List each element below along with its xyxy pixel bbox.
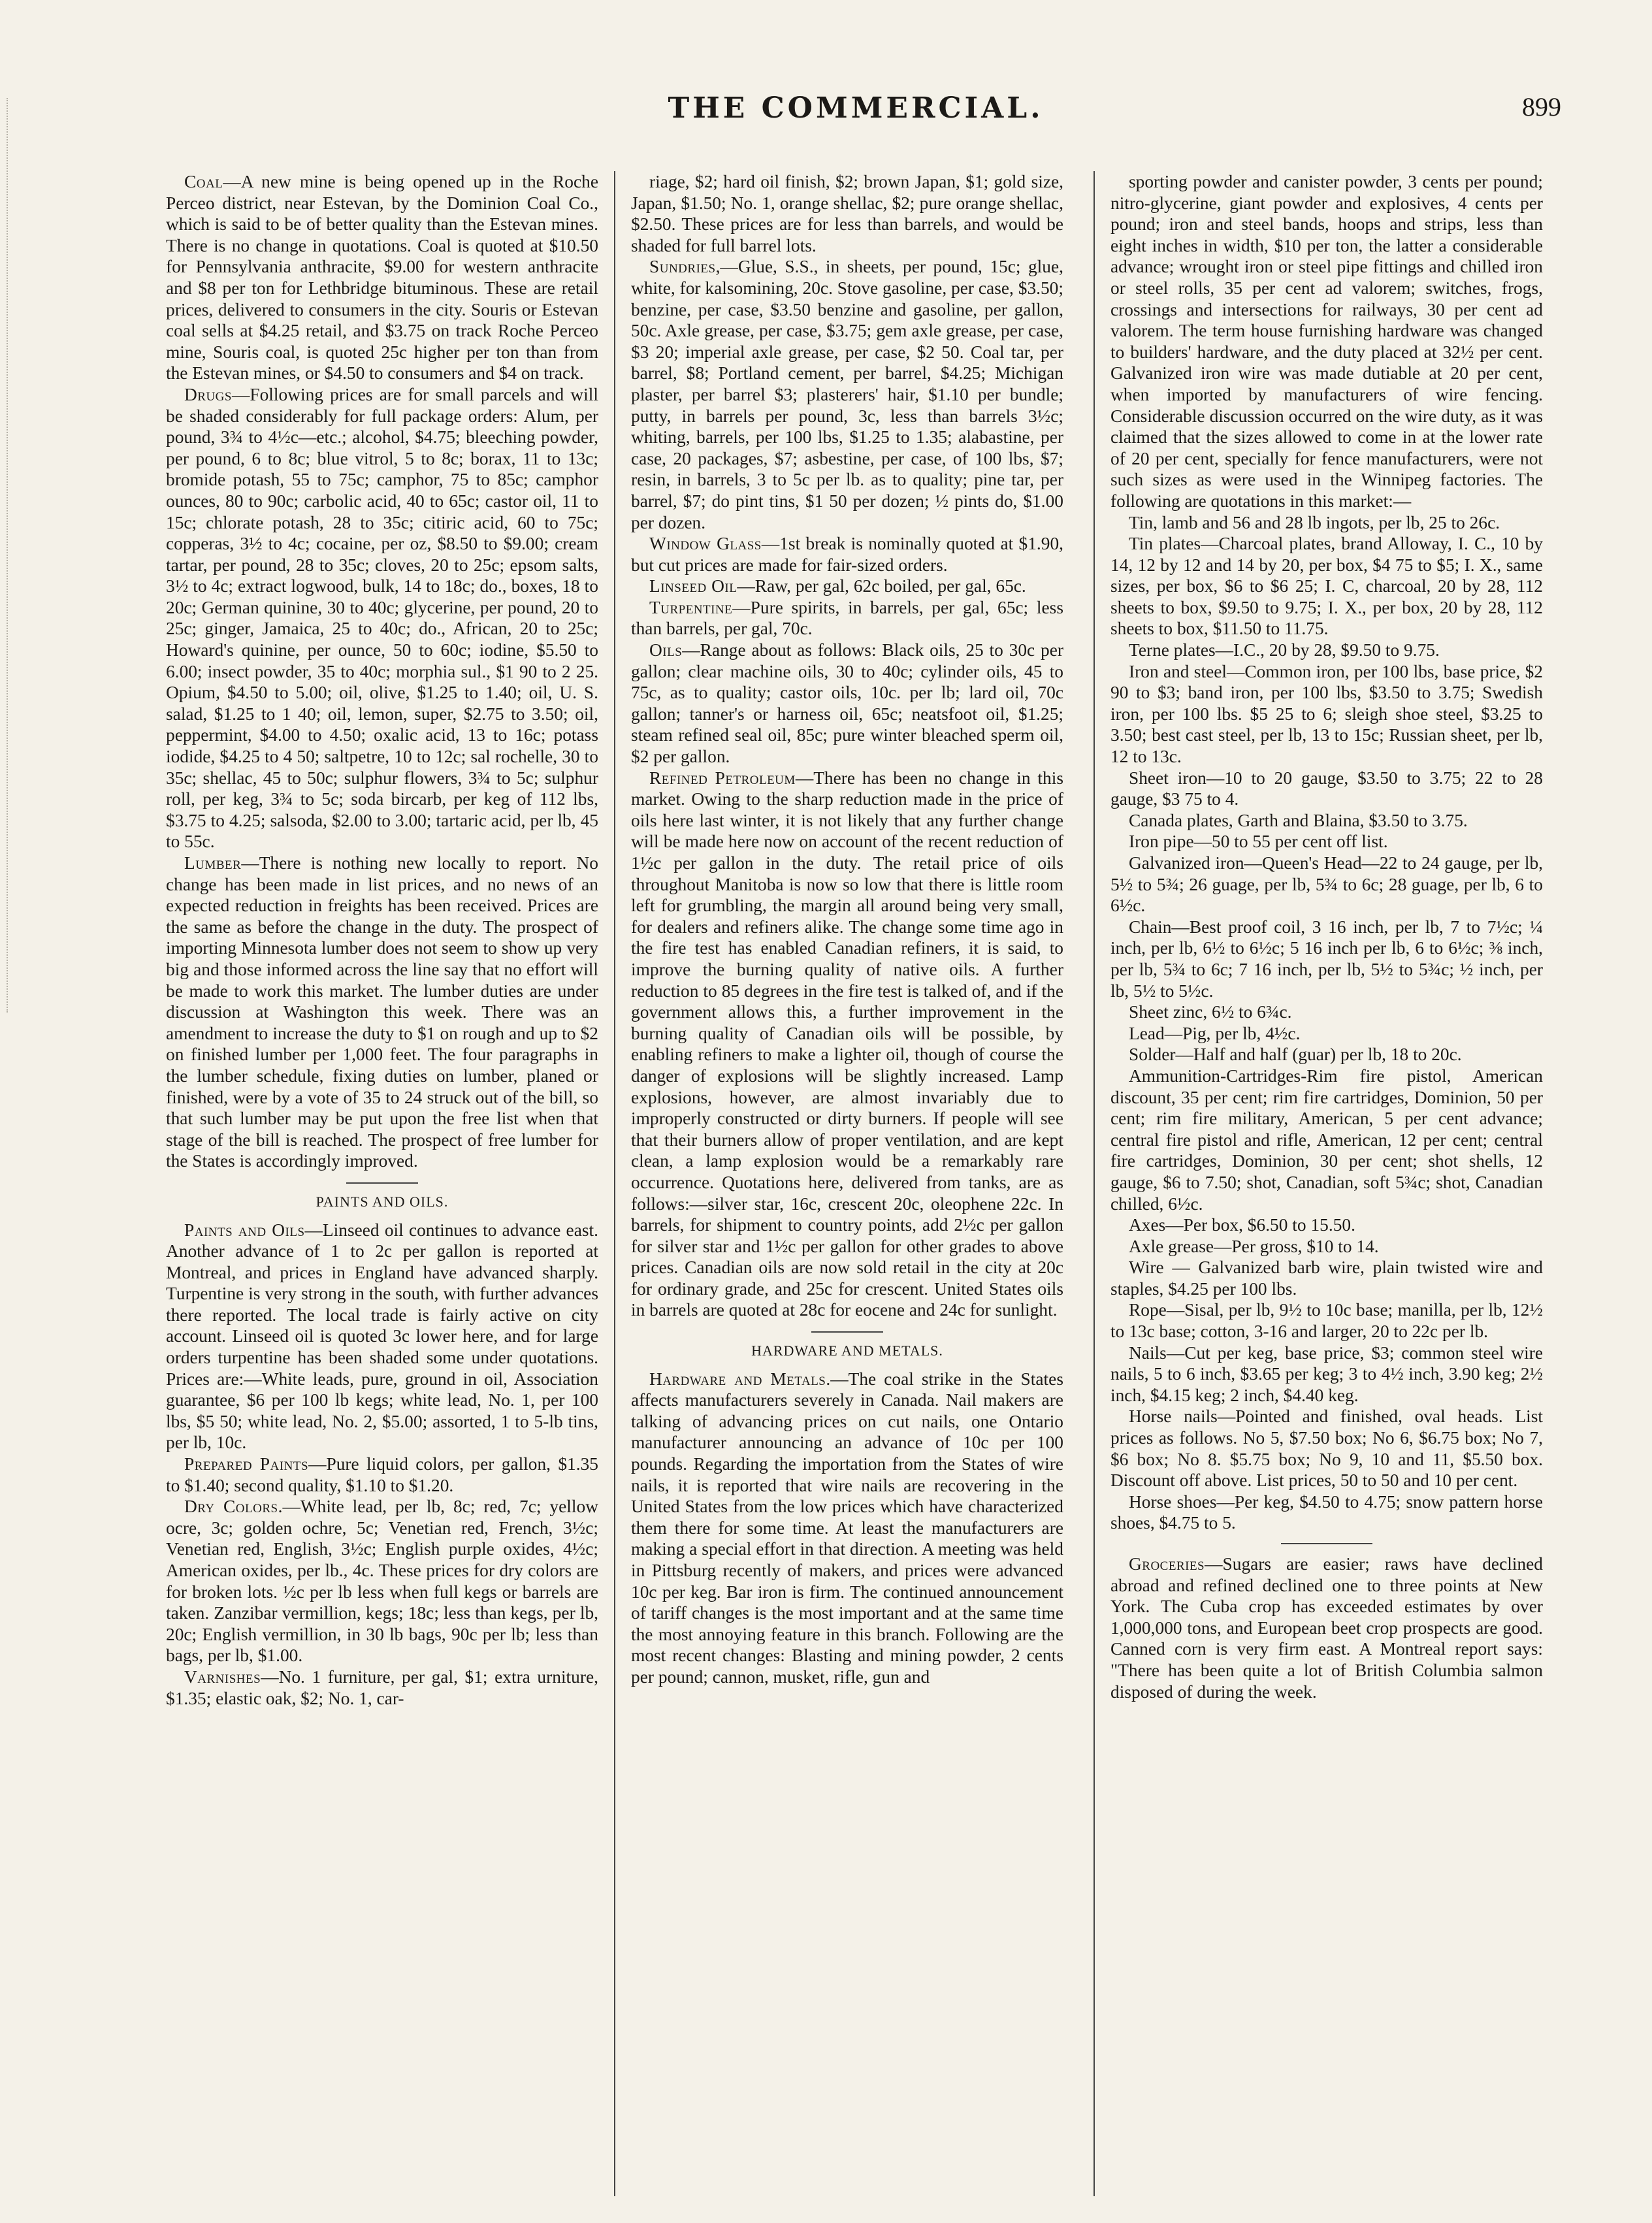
paragraph-lead: Hardware and Metals: [649, 1369, 826, 1389]
paragraph-text: —There has been no change in this market. Owing to the sharp reduction made in the price of oils here last winter, it is not likely that any further change will be made here now on account of the recent reduction of 1½c per gallon in the duty. The retail price of oils throughout Manitoba is now so low that there is little room left for grumbling, the margin all around being very small, for dealers and refiners alike. The change some time ago in the fire test has enabled Canadian refiners, it is said, to improve the burning quality of native oils. A further reduction to 85 degrees in the fire test is talked of, and if the government allows this, a further improvement in the burning quality of Canadian oils will be possible, by enabling refiners to make a lighter oil, though of course the danger of explosions will be slightly increased. Lamp explosions, however, are almost invariably due to improperly constructed or dirty burners. If people will see that their burners allow of proper ventilation, and are kept clean, a lamp explosion would be a remarkably rare occurrence. Quotations here, delivered from tanks, are as follows:—silver star, 16c, crescent 20c, oleophene 22c. In barrels, for shipment to country points, add 2½c per gallon for silver star and 1½c per gallon for other grades to above prices. Canadian oils are now sold retail in the city at 20c for ordinary grade, and 25c for crescent. United States oils in barrels are quoted at 28c for eocene and 24c for sunlight.: [631, 768, 1063, 1320]
article-paragraph: [631, 533, 1063, 576]
article-paragraph: [166, 1666, 598, 1709]
article-paragraph: [166, 171, 598, 384]
section-divider: [1281, 1543, 1372, 1544]
article-paragraph: [1110, 1491, 1543, 1534]
article-paragraph: [1110, 917, 1543, 1001]
paragraph-text: Horse shoes—Per keg, $4.50 to 4.75; snow pattern horse shoes, $4.75 to 5.: [1110, 1491, 1543, 1533]
article-paragraph: [1110, 1214, 1543, 1236]
article-paragraph: [631, 768, 1063, 1321]
article-paragraph: [1110, 1406, 1543, 1491]
paragraph-text: Nails—Cut per keg, base price, $3; common steel wire nails, 5 to 6 inch, $3.65 per keg; 3 to 4½ inch, 3.90 keg; 2½ inch, $4.15 keg; 2 inch, $4.40 keg.: [1110, 1342, 1543, 1405]
paragraph-lead: Groceries: [1129, 1554, 1205, 1574]
article-paragraph: [1110, 640, 1543, 661]
paragraph-text: —Range about as follows: Black oils, 25 to 30c per gallon; clear machine oils, 30 to 40c; cylinder oils, 45 to 75c, as to quality; castor oils, 10c. per lb; lard oil, 70c gallon; tanner's or harness oil, 65c; neatsfoot oil, $1.25; steam refined seal oil, 85c; pure winter bleached sperm oil, $2 per gallon.: [631, 640, 1063, 767]
article-paragraph: [1110, 512, 1543, 534]
paragraph-text: —A new mine is being opened up in the Roche Perceo district, near Estevan, by the Dominion Coal Co., which is said to be of better quality than the Estevan mines. There is no change in quotations. Coal is quoted at $10.50 for Pennsylvania anthracite, $9.00 for western anthracite and $8 per ton for Lethbridge bituminous. These are retail prices, delivered to consumers in the city. Souris or Estevan coal sells at $4.25 retail, and $3.75 on track Roche Perceo mine, Souris coal, is quoted 25c higher per ton than from the Estevan mines, or $4.50 to consumers and $4 on track.: [166, 172, 598, 383]
paragraph-text: Galvanized iron—Queen's Head—22 to 24 gauge, per lb, 5½ to 5¾; 26 guage, per lb, 5¾ to 6c; 28 guage, per lb, 6 to 6½c.: [1110, 853, 1543, 916]
paragraph-text: sporting powder and canister powder, 3 cents per pound; nitro-glycerine, giant powder and explosives, 4 cents per pound; iron and steel bands, hoops and strips, less than eight inches in width, $10 per ton, the latter a considerable advance; wrought iron or steel pipe fittings and chilled iron or steel rolls, 35 per cent ad valorem; switches, frogs, crossings and intersections for railways, 30 per cent ad valorem. The term house furnishing hardware was changed to builders' hardware, and the duty placed at 32½ per cent. Galvanized iron wire was made dutiable at 20 per cent, when imported by manufacturers of wire fencing. Considerable discussion occurred on the wire duty, as it was claimed that the sizes allowed to come in at the lower rate of 20 per cent, specially for fence manufacturers, were not such sizes as were used in the Winnipeg factories. The following are quotations in this market:—: [1110, 172, 1543, 511]
paragraph-lead: Linseed Oil: [649, 576, 737, 596]
paragraph-text: Lead—Pig, per lb, 4½c.: [1129, 1023, 1301, 1043]
section-heading: PAINTS AND OILS.: [166, 1182, 598, 1213]
article-paragraph: [1110, 1001, 1543, 1023]
article-paragraph: [166, 852, 598, 1172]
article-paragraph: [1110, 1065, 1543, 1214]
margin-scan-marks: [7, 98, 47, 1013]
article-paragraph: [631, 1369, 1063, 1688]
paragraph-text: Ammunition-Cartridges-Rim fire pistol, American discount, 35 per cent; rim fire cartridges, Dominion, 50 per cent; rim fire military, American, 5 per cent advance; central fire pistol and rifle, American, 12 per cent; central fire cartridges, Dominion, 30 per cent; shot shells, 12 gauge, $6 to 7.50; shot, Canadian, soft 5¾c; shot, Canadian chilled, 6½c.: [1110, 1065, 1543, 1214]
article-paragraph: [1110, 810, 1543, 832]
article-paragraph: [631, 640, 1063, 768]
paragraph-lead: Drugs: [184, 384, 232, 404]
article-paragraph: [1110, 1299, 1543, 1342]
paragraph-text: Horse nails—Pointed and finished, oval heads. List prices as follows. No 5, $7.50 box; No 6, $6.75 box; No 7, $6 box; No 8. $5.75 box; No 9, 10 and 11, $5.50 box. Discount off above. List prices, 50 to 50 and 10 per cent.: [1110, 1406, 1543, 1491]
paragraph-text: Chain—Best proof coil, 3 16 inch, per lb, 7 to 7½c; ¼ inch, per lb, 6½ to 6½c; 5 16 inch per lb, 6 to 6½c; ⅜ inch, per lb, 5¾ to 6c; 7 16 inch, per lb, 5½ to 5¾c; ½ inch, per lb, 5½ to 5½c.: [1110, 917, 1543, 1001]
paragraph-text: —There is nothing new locally to report. No change has been made in list prices, and no news of an expected reduction in freights has been received. Prices are the same as before the change in the duty. The prospect of importing Minnesota lumber does not seem to show up very big and those informed across the line say that no effort will be made to work this market. The lumber duties are under discussion at Washington this week. There was an amendment to increase the duty to $1 on rough and up to $2 on finished lumber per 1,000 feet. The four paragraphs in the lumber schedule, fixing duties on lumber, planed or finished, were by a vote of 35 to 24 struck out of the bill, so that such lumber may be put upon the free list when that stage of the bill is reached. The prospect of free lumber for the States is accordingly improved.: [166, 853, 598, 1171]
column-2: [631, 171, 1063, 2196]
paragraph-text: —1st break is nominally quoted at $1.90, but cut prices are made for fair-sized orders.: [631, 534, 1063, 575]
paragraph-text: ,—Glue, S.S., in sheets, per pound, 15c; glue, white, for kalsomining, 20c. Stove gasoline, per case, $3.50; benzine, per case, $3.50 benzine and gasoline, per gallon, 50c. Axle grease, per case, $3.75; gem axle grease, per case, $3 20; imperial axle grease, per case, $2 50. Coal tar, per barrel, $8; Portland cement, per barrel, $4.25; Michigan plaster, per barrel $3; plasterers' hair, $1.10 per bundle; putty, in barrels per pound, 3c, less than barrels 3½c; whiting, barrels, per 100 lbs, $1.25 to 1.35; alabastine, per case, 20 packages, $7; asbestine, per case, of 100 lbs, $7; resin, in barrels, 3 to 5c per lb. as to quality; pine tar, per barrel, $7; do pint tins, $1 50 per dozen; ½ pints do, $1.00 per dozen.: [631, 257, 1063, 532]
article-paragraph: [1110, 1553, 1543, 1702]
paragraph-text: Tin plates—Charcoal plates, brand Alloway, I. C., 10 by 14, 12 by 12 and 14 by 20, per box, $4 75 to $5; I. X., same sizes, per box, $6 to $6 25; I. C, charcoal, 20 by 28, 112 sheets to box, $9.50 to 9.75; I. X., per box, 20 by 28, 112 sheets to box, $11.50 to 11.75.: [1110, 534, 1543, 639]
paragraph-lead: Varnishes: [184, 1666, 261, 1687]
column-rule-1: [614, 171, 615, 2196]
paragraph-text: riage, $2; hard oil finish, $2; brown Japan, $1; gold size, Japan, $1.50; No. 1, orange shellac, $2; pure orange shellac, $2.50. These prices are for less than barrels, and would be shaded for full barrel lots.: [631, 172, 1063, 255]
paragraph-text: Sheet zinc, 6½ to 6¾c.: [1129, 1002, 1292, 1022]
paragraph-text: Axle grease—Per gross, $10 to 14.: [1129, 1236, 1379, 1256]
article-paragraph: [631, 597, 1063, 640]
paragraph-lead: Dry Colors: [184, 1497, 278, 1517]
article-paragraph: [1110, 1023, 1543, 1045]
paragraph-text: Rope—Sisal, per lb, 9½ to 10c base; manilla, per lb, 12½ to 13c base; cotton, 3-16 and larger, 20 to 22c per lb.: [1110, 1300, 1543, 1342]
paragraph-text: Solder—Half and half (guar) per lb, 18 to 20c.: [1129, 1045, 1462, 1065]
paragraph-text: —No. 1 furniture, per gal, $1; extra urniture, $1.35; elastic oak, $2; No. 1, car-: [166, 1666, 598, 1708]
paragraph-text: —Linseed oil continues to advance east. Another advance of 1 to 2c per gallon is reported at Montreal, and prices in England have advanced sharply. Turpentine is very strong in the south, with further advances there reported. The local trade is fairly active on city account. Linseed oil is quoted 3c lower here, and for large orders turpentine has been shaded some under quotations. Prices are:—White leads, pure, ground in oil, Association guarantee, $6 per 100 lb kegs; white lead, No. 1, per 100 lbs, $5 50; white lead, No. 2, $5.00; assorted, 1 to 5-lb tins, per lb, 10c.: [166, 1220, 598, 1453]
article-paragraph: [1110, 1236, 1543, 1258]
paragraph-text: Terne plates—I.C., 20 by 28, $9.50 to 9.75.: [1129, 640, 1440, 660]
paragraph-text: —Pure spirits, in barrels, per gal, 65c; less than barrels, per gal, 70c.: [631, 597, 1063, 639]
article-paragraph: [1110, 661, 1543, 768]
article-paragraph: [1110, 852, 1543, 917]
paragraph-lead: Refined Petroleum: [649, 768, 796, 788]
paragraph-lead: Sundries: [649, 257, 716, 277]
column-1: [166, 171, 598, 2196]
article-paragraph: [1110, 831, 1543, 852]
article-paragraph: [1110, 1257, 1543, 1299]
article-paragraph: [631, 171, 1063, 256]
column-rule-2: [1093, 171, 1095, 2196]
column-3: [1110, 171, 1543, 2196]
paragraph-lead: Prepared Paints: [184, 1454, 309, 1474]
article-paragraph: [1110, 768, 1543, 810]
article-paragraph: [1110, 533, 1543, 640]
article-paragraph: [1110, 171, 1543, 512]
article-paragraph: [631, 256, 1063, 533]
paragraph-text: —Raw, per gal, 62c boiled, per gal, 65c.: [737, 576, 1026, 596]
paragraph-lead: Lumber: [184, 853, 242, 873]
page-title: THE COMMERCIAL.: [668, 91, 1044, 125]
paragraph-text: Tin, lamb and 56 and 28 lb ingots, per lb, 25 to 26c.: [1129, 512, 1500, 532]
article-paragraph: [166, 1453, 598, 1496]
article-paragraph: [166, 1220, 598, 1454]
paragraph-text: .—The coal strike in the States affects manufacturers severely in Canada. Nail makers are talking of advancing prices on cut nails, one Ontario manufacturer announcing an advance of 10c per 100 pounds. Regarding the importation from the States of wire nails, it is reported that wire nails are recovering in the United States from the low prices which have characterized them there for some time. At least the manufacturers are making a special effort in that direction. A meeting was held in Pittsburg recently of makers, and prices were advanced 10c per keg. Bar iron is firm. The continued announcement of tariff changes is the most important and at the same time the most annoying feature in this branch. Following are the most recent changes: Blasting and mining powder, 2 cents per pound; cannon, musket, rifle, gun and: [631, 1369, 1063, 1687]
article-paragraph: [166, 384, 598, 852]
paragraph-lead: Oils: [649, 640, 683, 660]
paragraph-lead: Turpentine: [649, 597, 733, 617]
article-paragraph: [1110, 1342, 1543, 1406]
paragraph-lead: Paints and Oils: [184, 1220, 305, 1240]
paragraph-text: Iron pipe—50 to 55 per cent off list.: [1129, 832, 1388, 852]
article-paragraph: [166, 1496, 598, 1666]
paragraph-lead: Coal: [184, 172, 223, 191]
page-header: [150, 91, 1561, 131]
article-paragraph: [1110, 1044, 1543, 1065]
paragraph-text: Axes—Per box, $6.50 to 15.50.: [1129, 1215, 1355, 1235]
article-paragraph: [631, 576, 1063, 597]
paragraph-text: —Pure liquid colors, per gallon, $1.35 to $1.40; second quality, $1.10 to $1.20.: [166, 1454, 598, 1495]
paragraph-lead: Window Glass: [649, 534, 762, 554]
paragraph-text: —Following prices are for small parcels and will be shaded considerably for full package orders: Alum, per pound, 3¾ to 4½c—etc.; alcohol, $4.75; bleeching powder, per pound, 6 to 8c; blue vitrol, 5 to 8c; borax, 11 to 13c; bromide potash, 55 to 75c; camphor, 75 to 85c; camphor ounces, 80 to 90c; carbolic acid, 40 to 65c; castor oil, 11 to 15c; chlorate potash, 28 to 35c; citiric acid, 60 to 75c; copperas, 3½ to 4c; cocaine, per oz, $8.50 to $9.00; cream tartar, per pound, 28 to 35c; cloves, 20 to 25c; epsom salts, 3½ to 4c; extract logwood, bulk, 14 to 18c; do., boxes, 18 to 20c; German quinine, 30 to 40c; glycerine, per pound, 20 to 25c; ginger, Jamaica, 25 to 40c; do., African, 20 to 25c; Howard's quinine, per ounce, 50 to 60c; iodine, $5.50 to 6.00; insect powder, 35 to 40c; morphia sul., $1 90 to 2 25. Opium, $4.50 to 5.00; oil, olive, $1.25 to 1.40; oil, U. S. salad, $1.25 to 1 40; oil, lemon, super, $2.75 to 3.50; oil, peppermint, $4.00 to 4.50; oxalic acid, 13 to 16c; potass iodide, $4.25 to 4 50; saltpetre, 10 to 12c; sal rochelle, 30 to 35c; shellac, 45 to 50c; sulphur flowers, 3¾ to 5c; sulphur roll, per keg, 3¾ to 5c; soda bircarb, per keg of 112 lbs, $3.75 to 4.25; salsoda, $2.00 to 3.00; tartaric acid, per lb, 45 to 55c.: [166, 384, 598, 852]
paragraph-text: Sheet iron—10 to 20 gauge, $3.50 to 3.75; 22 to 28 gauge, $3 75 to 4.: [1110, 768, 1543, 809]
paragraph-text: —Sugars are easier; raws have declined abroad and refined declined one to three points at New York. The Cuba crop has exceeded estimates by over 1,000,000 tons, and European beet crop prospects are good. Canned corn is very firm east. A Montreal report says: "There has been quite a lot of British Columbia salmon disposed of during the week.: [1110, 1554, 1543, 1702]
page-number: 899: [1522, 92, 1561, 122]
paragraph-text: .—White lead, per lb, 8c; red, 7c; yellow ocre, 3c; golden ochre, 5c; Venetian red, French, 3½c; Venetian red, English, 3½c; English purple oxides, 4½c; American oxides, per lb., 4c. These prices for dry colors are for broken lots. ½c per lb less when full kegs or barrels are taken. Zanzibar vermillion, kegs; 18c; less than kegs, per lb, 20c; English vermillion, in 30 lb bags, 90c per lb; less than bags, per lb, $1.00.: [166, 1497, 598, 1666]
paragraph-text: Canada plates, Garth and Blaina, $3.50 to 3.75.: [1129, 810, 1468, 830]
section-heading: HARDWARE AND METALS.: [631, 1331, 1063, 1362]
paragraph-text: Iron and steel—Common iron, per 100 lbs, base price, $2 90 to $3; band iron, per 100 lbs, $3.50 to 3.75; Swedish iron, per 100 lbs. $5 25 to 6; sleigh shoe steel, $3.25 to 3.50; best cast steel, per lb, 13 to 15c; Russian sheet, per lb, 12 to 13c.: [1110, 661, 1543, 767]
paragraph-text: Wire — Galvanized barb wire, plain twisted wire and staples, $4.25 per 100 lbs.: [1110, 1258, 1543, 1299]
